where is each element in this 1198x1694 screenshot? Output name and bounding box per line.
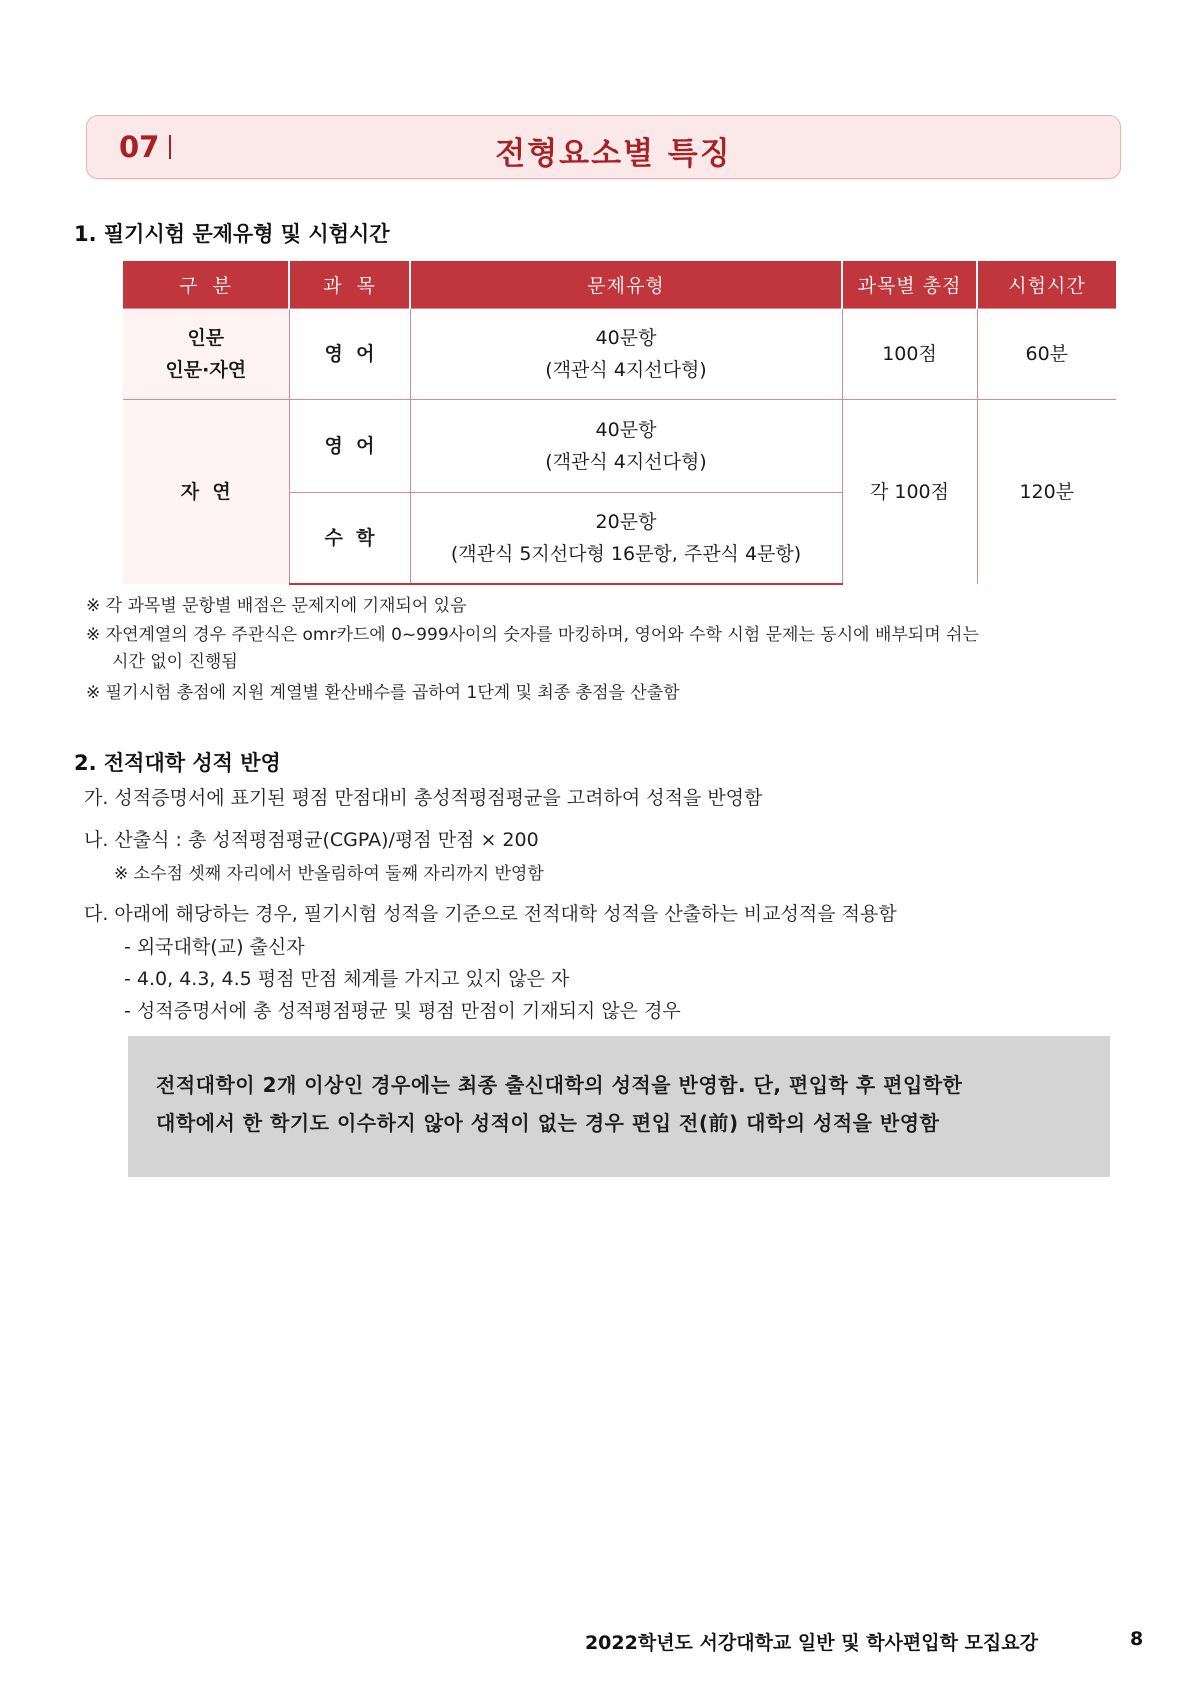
header-type: 문제유형 bbox=[410, 261, 842, 309]
item-da: 다. 아래에 해당하는 경우, 필기시험 성적을 기준으로 전적대학 성적을 산출하는 비교성적을 적용함 bbox=[84, 903, 897, 925]
table-row bbox=[123, 400, 1116, 493]
group-cell: 자 연 bbox=[123, 400, 289, 584]
item-ga: 가. 성적증명서에 표기된 평점 만점대비 총성적평점평균을 고려하여 성적을 반영함 bbox=[84, 787, 763, 809]
type-line: (객관식 5지선다형 16문항, 주관식 4문항) bbox=[450, 542, 802, 565]
notice-line: 전적대학이 2개 이상인 경우에는 최종 출신대학의 성적을 반영함. 단, 편입학 후 편입학한 bbox=[156, 1073, 963, 1097]
footer-title: 2022학년도 서강대학교 일반 및 학사편입학 모집요강 bbox=[584, 1632, 1038, 1654]
subject-cell: 영 어 bbox=[289, 400, 410, 493]
note: ※ 자연계열의 경우 주관식은 omr카드에 0~999사이의 숫자를 마킹하며, 영어와 수학 시험 문제는 동시에 배부되며 쉬는 bbox=[86, 625, 979, 645]
group-line: 인문 bbox=[187, 327, 225, 349]
group-cell bbox=[123, 309, 289, 400]
type-line: 40문항 bbox=[595, 327, 657, 349]
type-line: 20문항 bbox=[595, 510, 657, 533]
header-time: 시험시간 bbox=[977, 261, 1116, 309]
subject-cell: 영 어 bbox=[289, 309, 410, 400]
type-line: 40문항 bbox=[595, 419, 657, 441]
table-row bbox=[123, 309, 1116, 400]
type-line: (객관식 4지선다형) bbox=[545, 451, 707, 473]
type-line: (객관식 4지선다형) bbox=[545, 359, 707, 381]
section-header bbox=[86, 115, 1121, 179]
subject-cell: 수 학 bbox=[289, 493, 410, 584]
section-number: 07 bbox=[119, 130, 160, 164]
page-number: 8 bbox=[1130, 1628, 1144, 1650]
type-cell bbox=[410, 309, 842, 400]
time-cell: 120분 bbox=[977, 400, 1116, 584]
notice-box bbox=[128, 1036, 1110, 1177]
list-item: - 4.0, 4.3, 4.5 평점 만점 체계를 가지고 있지 않은 자 bbox=[124, 968, 570, 990]
item-na: 나. 산출식 : 총 성적평점평균(CGPA)/평점 만점 × 200 bbox=[84, 829, 539, 851]
notice-text bbox=[156, 1066, 1086, 1142]
part2-heading: 2. 전적대학 성적 반영 bbox=[74, 751, 281, 775]
header-score: 과목별 총점 bbox=[842, 261, 977, 309]
group-line: 인문·자연 bbox=[165, 359, 247, 381]
score-cell: 100점 bbox=[842, 309, 977, 400]
notice-line: 대학에서 한 학기도 이수하지 않아 성적이 없는 경우 편입 전(前) 대학의 성적을 반영함 bbox=[156, 1111, 940, 1135]
type-cell bbox=[410, 493, 842, 584]
list-item: - 성적증명서에 총 성적평점평균 및 평점 만점이 기재되지 않은 경우 bbox=[124, 1000, 681, 1022]
section-title: 전형요소별 특징 bbox=[495, 136, 732, 172]
note: 시간 없이 진행됨 bbox=[112, 652, 238, 672]
note: ※ 필기시험 총점에 지원 계열별 환산배수를 곱하여 1단계 및 최종 총점을 산출함 bbox=[86, 683, 680, 703]
item-note: ※ 소수점 셋째 자리에서 반올림하여 둘째 자리까지 반영함 bbox=[114, 864, 544, 884]
time-cell: 60분 bbox=[977, 309, 1116, 400]
part1-heading: 1. 필기시험 문제유형 및 시험시간 bbox=[74, 222, 390, 246]
exam-table bbox=[123, 261, 1116, 585]
note: ※ 각 과목별 문항별 배점은 문제지에 기재되어 있음 bbox=[86, 596, 467, 616]
header-group: 구 분 bbox=[123, 261, 289, 309]
type-cell bbox=[410, 400, 842, 493]
score-cell: 각 100점 bbox=[842, 400, 977, 584]
list-item: - 외국대학(교) 출신자 bbox=[124, 936, 305, 958]
table-header-row bbox=[123, 261, 1116, 309]
header-subject: 과 목 bbox=[289, 261, 410, 309]
